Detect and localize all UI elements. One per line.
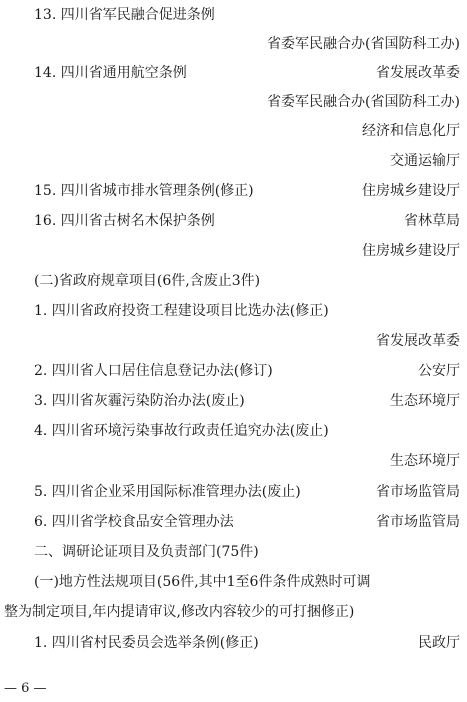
document-line	[34, 632, 460, 654]
responsible-department: 生态环境厅	[390, 393, 460, 409]
line-item-text: 13. 四川省军民融合促进条例	[34, 7, 215, 23]
document-line	[34, 330, 460, 352]
responsible-department: 住房城乡建设厅	[362, 243, 460, 259]
responsible-department: 公安厅	[418, 363, 460, 379]
responsible-department: 省委军民融合办(省国防科工办)	[267, 36, 460, 52]
line-item-text: 3. 四川省灰霾污染防治办法(废止)	[34, 393, 245, 409]
document-line	[34, 481, 460, 503]
document-line	[34, 270, 460, 292]
line-item-text: 5. 四川省企业采用国际标准管理办法(废止)	[34, 484, 301, 500]
document-line	[34, 62, 460, 84]
line-item-text: 6. 四川省学校食品安全管理办法	[34, 514, 234, 530]
responsible-department: 省委军民融合办(省国防科工办)	[267, 94, 460, 110]
responsible-department: 交通运输厅	[390, 153, 460, 169]
line-item-text: 二、调研论证项目及负责部门(75件)	[34, 544, 259, 560]
document-line	[34, 450, 460, 472]
line-item-text: 14. 四川省通用航空条例	[34, 65, 187, 81]
document-line	[34, 33, 460, 55]
document-line	[34, 4, 460, 26]
responsible-department: 经济和信息化厅	[362, 123, 460, 139]
document-line	[34, 541, 460, 563]
document-line	[34, 180, 460, 202]
document-line	[34, 571, 460, 593]
responsible-department: 省发展改革委	[376, 333, 460, 349]
page-number: — 6 —	[4, 681, 47, 696]
responsible-department: 民政厅	[418, 635, 460, 651]
line-item-text: (一)地方性法规项目(56件,其中1至6件条件成熟时可调	[34, 574, 371, 590]
document-line	[34, 210, 460, 232]
document-line	[34, 91, 460, 113]
document-line	[34, 511, 460, 533]
responsible-department: 住房城乡建设厅	[362, 183, 460, 199]
line-item-text: (二)省政府规章项目(6件,含废止3件)	[34, 273, 261, 289]
document-line	[34, 300, 460, 322]
line-item-text: 2. 四川省人口居住信息登记办法(修订)	[34, 363, 273, 379]
document-line	[4, 601, 460, 623]
line-item-text: 16. 四川省古树名木保护条例	[34, 213, 215, 229]
line-item-text: 整为制定项目,年内提请审议,修改内容较少的可打捆修正)	[4, 604, 355, 620]
line-item-text: 15. 四川省城市排水管理条例(修正)	[34, 183, 254, 199]
document-line	[34, 240, 460, 262]
responsible-department: 省发展改革委	[376, 65, 460, 81]
line-item-text: 1. 四川省政府投资工程建设项目比选办法(修正)	[34, 303, 329, 319]
responsible-department: 生态环境厅	[390, 453, 460, 469]
responsible-department: 省林草局	[404, 213, 460, 229]
line-item-text: 4. 四川省环境污染事故行政责任追究办法(废止)	[34, 423, 329, 439]
document-line	[34, 360, 460, 382]
document-line	[34, 120, 460, 142]
line-item-text: 1. 四川省村民委员会选举条例(修正)	[34, 635, 259, 651]
document-line	[34, 420, 460, 442]
document-line	[34, 390, 460, 412]
responsible-department: 省市场监管局	[376, 514, 460, 530]
document-line	[34, 150, 460, 172]
responsible-department: 省市场监管局	[376, 484, 460, 500]
